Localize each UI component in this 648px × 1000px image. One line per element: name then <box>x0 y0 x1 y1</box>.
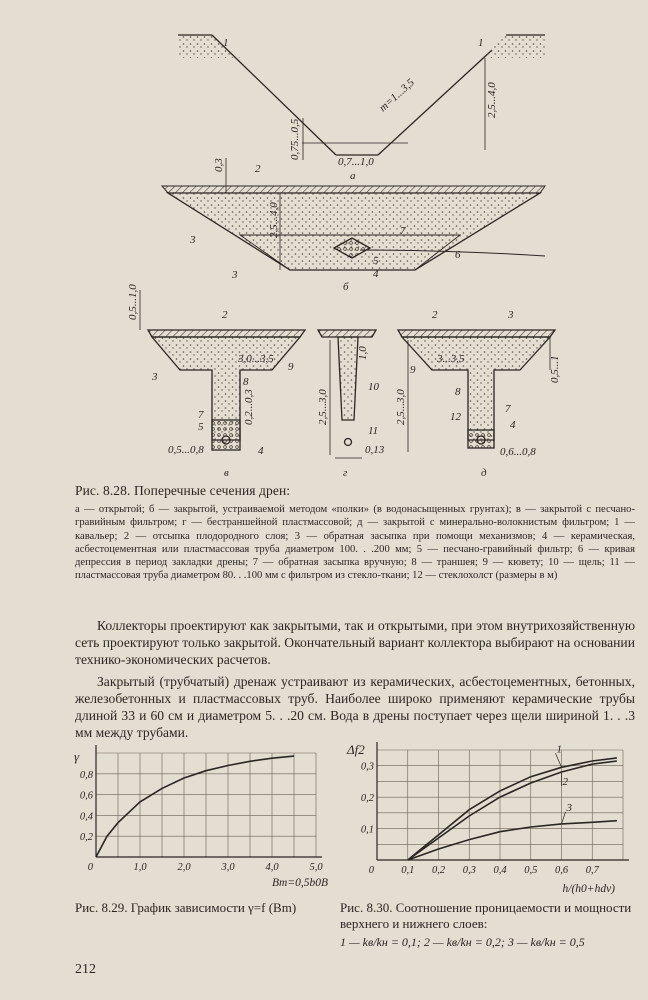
origin-label: 0 <box>87 862 93 873</box>
paragraph-2: Закрытый (трубчатый) дренаж устраивают из керамических, асбестоцементных, бетонных, железобетонных и пластмассовых труб. Наиболее широко применяют керамические трубы длиной 33 и 60 см и диаметром 5. . .20 см. Вода в дрены поступает через щели шириной 1. . .3 мм между трубами. <box>75 674 635 740</box>
label-v: в <box>224 467 229 479</box>
section-d <box>398 330 555 452</box>
series-leader <box>556 753 562 767</box>
label-8v: 8 <box>243 376 249 388</box>
label-9v: 9 <box>288 361 294 373</box>
x-tick-label: 0,3 <box>462 865 476 876</box>
series-name-label: 2 <box>562 776 568 788</box>
y-tick-label: 0,2 <box>79 832 93 844</box>
label-d: д <box>481 467 487 479</box>
figure-8-30-legend: 1 — kв/kн = 0,1; 2 — kв/kн = 0,2; 3 — kв/kн = 0,5 <box>340 935 585 949</box>
label-2: 2 <box>255 163 261 175</box>
label-d-w: 3...3,5 <box>437 353 465 365</box>
label-g-10: 1,0 <box>357 346 369 360</box>
x-tick-label: 0,4 <box>493 865 507 876</box>
label-5: 5 <box>373 255 379 267</box>
label-d-bot: 0,6...0,8 <box>500 446 536 458</box>
label-03: 0,3 <box>213 158 225 172</box>
figure-8-30-caption: Рис. 8.30. Соотношение проницаемости и мощности верхнего и нижнего слоев: <box>340 900 632 931</box>
x-tick-label: 3,0 <box>221 862 235 873</box>
series-line <box>408 758 617 860</box>
x-tick-label: 0,6 <box>554 865 569 876</box>
label-3v: 3 <box>152 371 158 383</box>
label-7d: 7 <box>505 403 511 415</box>
label-6: 6 <box>455 249 461 261</box>
y-tick-label: 0,6 <box>79 790 93 802</box>
figure-8-28-caption: Рис. 8.28. Поперечные сечения дрен: <box>75 483 291 498</box>
label-3b: 3 <box>232 269 238 281</box>
label-8d: 8 <box>455 386 461 398</box>
label-11: 11 <box>368 425 379 437</box>
label-slope: m=1...3,5 <box>376 76 417 115</box>
label-12: 12 <box>450 411 461 423</box>
label-4: 4 <box>373 268 379 280</box>
label-7v: 7 <box>198 409 204 421</box>
page-number: 212 <box>75 962 96 977</box>
label-v-top: 0,5...1,0 <box>127 284 139 320</box>
label-water: 0,75...0,5 <box>289 118 301 160</box>
y-tick-label: 0,4 <box>79 811 93 823</box>
label-10: 10 <box>368 381 379 393</box>
label-b-depth: 2,5...4,0 <box>268 202 280 238</box>
label-4v: 4 <box>258 445 264 457</box>
figure-8-28-legend: а — открытой; б — закрытой, устраиваемой методом «полки» (в водонасыщенных грунтах); в — закрытой с песчано-гравийным фильтром; г — бестраншейной пластмассовой; д — закрытой с минерально-волокнистым фильтром; 1 — кавальер; 2 — отсыпка плодородного слоя; 3 — обратная засыпка при помощи механизмов; 4 — керамическая, асбестоцементная или пластмассовая труба диаметром 100. . .200 мм; 5 — песчано-гравийный фильтр; 6 — кривая депрессия в период закладки дрены; 7 — обратная засыпка вручную; 8 — траншея; 9 — кювету; 10 — щель; 11 — пластмассовая труба диаметром 80. . .100 мм с фильтром из стекло-ткани; 12 — стеклохолст (размеры в м) <box>75 504 635 582</box>
label-3d: 3 <box>508 309 514 321</box>
x-tick-label: 0,1 <box>401 865 415 876</box>
label-v-w: 3,0...3,5 <box>238 353 274 365</box>
y-tick-label: 0,3 <box>360 761 374 773</box>
figure-8-30-chart <box>345 740 640 895</box>
label-g-013: 0,13 <box>365 444 385 456</box>
label-9d: 9 <box>410 364 416 376</box>
x-tick-label: 1,0 <box>133 862 147 873</box>
x-axis-label: h/(h0+hdv) <box>562 883 615 895</box>
x-tick-label: 2,0 <box>177 862 191 873</box>
x-tick-label: 5,0 <box>309 862 323 873</box>
y-tick-label: 0,8 <box>79 769 93 781</box>
y-tick-label: 0,2 <box>360 793 374 805</box>
label-1b: 1 <box>478 37 484 49</box>
y-axis-label: Δf2 <box>347 742 365 757</box>
label-7: 7 <box>400 225 406 237</box>
figure-8-29-chart <box>70 745 330 895</box>
x-tick-label: 4,0 <box>265 862 279 873</box>
label-g-depth: 2,5...3,0 <box>317 389 329 425</box>
series-name-label: 1 <box>556 743 562 756</box>
paragraph-1: Коллекторы проектируют как закрытыми, так и открытыми, при этом внутрихозяйственную сеть проектируют только закрытой. Окончательный вариант коллектора выбирают на основании технико-экономических расчетов. <box>75 618 635 667</box>
label-5v: 5 <box>198 421 204 433</box>
figure-8-28 <box>0 0 648 485</box>
origin-label: 0 <box>368 865 374 876</box>
label-2v: 2 <box>222 309 228 321</box>
x-tick-label: 0,2 <box>431 865 446 876</box>
label-g: г <box>343 467 348 479</box>
x-tick-label: 0,5 <box>524 865 538 876</box>
label-3: 3 <box>190 234 196 246</box>
label-depth: 2,5...4,0 <box>486 82 498 118</box>
series-line <box>96 756 294 857</box>
label-2d: 2 <box>432 309 438 321</box>
label-b: б <box>343 281 349 293</box>
y-tick-label: 0,1 <box>360 824 374 836</box>
label-d-05: 0,5...1 <box>549 355 561 383</box>
label-a: а <box>350 170 356 182</box>
series-line <box>408 761 617 860</box>
label-bottom: 0,7...1,0 <box>338 156 374 168</box>
series-leader <box>562 812 566 824</box>
x-axis-label: Bm=0,5b0B <box>272 877 328 889</box>
label-4d: 4 <box>510 419 516 431</box>
label-d-depth: 2,5...3,0 <box>395 389 407 425</box>
x-tick-label: 0,7 <box>585 865 599 876</box>
label-1: 1 <box>223 37 229 49</box>
label-v-bot: 0,5...0,8 <box>168 444 204 456</box>
series-name-label: 3 <box>566 801 572 814</box>
label-v-02: 0,2...0,3 <box>243 389 255 425</box>
y-axis-label: γ <box>74 749 80 764</box>
figure-8-29-caption: Рис. 8.29. График зависимости γ=f (Bm) <box>75 900 297 915</box>
series-line <box>408 821 617 860</box>
